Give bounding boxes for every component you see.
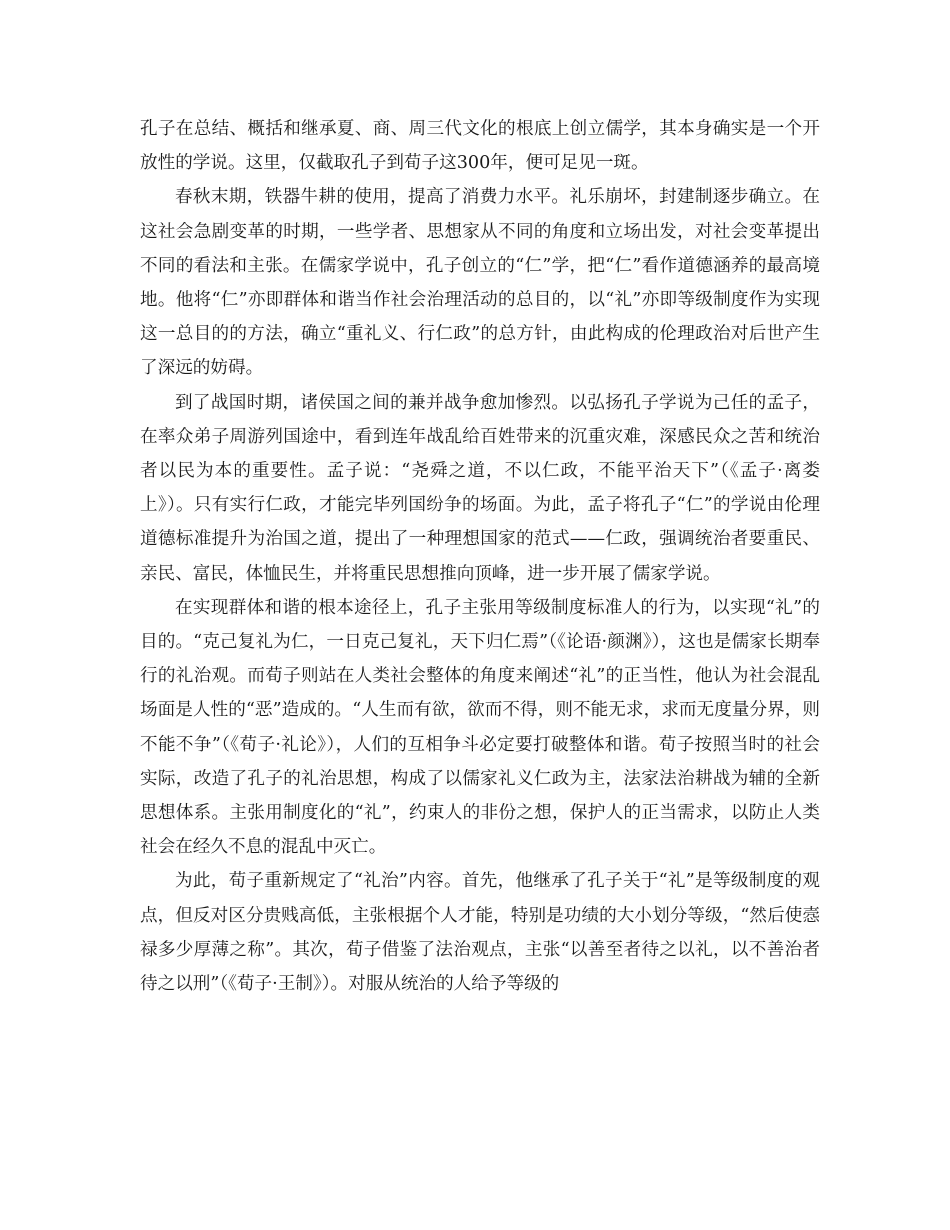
paragraph-5: 为此，荀子重新规定了“礼治”内容。首先，他继承了孔子关于“礼”是等级制度的观点，但反对区分贵贱高低，主张根据个人才能，特别是功绩的大小划分等级，“然后使悫禄多少厚薄之称”。其次，荀子借鉴了法治观点，主张“以善至者待之以礼，以不善治者待之以刑”（《荀子·王制》）。对服从统治的人给予等级的 [140,871,820,995]
paragraph-4: 在实现群体和谐的根本途径上，孔子主张用等级制度标准人的行为，以实现“礼”的目的。“克己复礼为仁，一日克己复礼，天下归仁焉”（《论语·颜渊》），这也是儒家长期奉行的礼治观。而荀子则站在人类社会整体的角度来阐述“礼”的正当性，他认为社会混乱场面是人性的“恶”造成的。“人生而有欲，欲而不得，则不能无求，求而无度量分界，则不能不争”（《荀子·礼论》），人们的互相争斗必定要打破整体和谐。荀子按照当时的社会实际，改造了孔子的礼治思想，构成了以儒家礼义仁政为主，法家法治耕战为辅的全新思想体系。主张用制度化的“礼”，约束人的非份之想，保护人的正当需求，以防止人类社会在经久不息的混乱中灭亡。 [140,597,820,858]
paragraph-1: 孔子在总结、概括和继承夏、商、周三代文化的根底上创立儒学，其本身确实是一个开放性的学说。这里，仅截取孔子到荀子这300年，便可足见一斑。 [140,119,820,174]
paragraph-3: 到了战国时期，诸侯国之间的兼并战争愈加惨烈。以弘扬孔子学说为己任的孟子，在率众弟子周游列国途中，看到连年战乱给百姓带来的沉重灾难，深感民众之苦和统治者以民为本的重要性。孟子说：“尧舜之道，不以仁政，不能平治天下”（《孟子·离娄上》）。只有实行仁政，才能完毕列国纷争的场面。为此，孟子将孔子“仁”的学说由伦理道德标准提升为治国之道，提出了一种理想国家的范式——仁政，强调统治者要重民、亲民、富民，体恤民生，并将重民思想推向顶峰，进一步开展了儒家学说。 [140,392,820,584]
document-body [140,112,820,1001]
paragraph-2: 春秋末期，铁器牛耕的使用，提高了消费力水平。礼乐崩坏，封建制逐步确立。在这社会急剧变革的时期，一些学者、思想家从不同的角度和立场出发，对社会变革提出不同的看法和主张。在儒家学说中，孔子创立的“仁”学，把“仁”看作道德涵养的最高境地。他将“仁”亦即群体和谐当作社会治理活动的总目的，以“礼”亦即等级制度作为实现这一总目的的方法，确立“重礼义、行仁政”的总方针，由此构成的伦理政治对后世产生了深远的妨碍。 [140,187,820,379]
